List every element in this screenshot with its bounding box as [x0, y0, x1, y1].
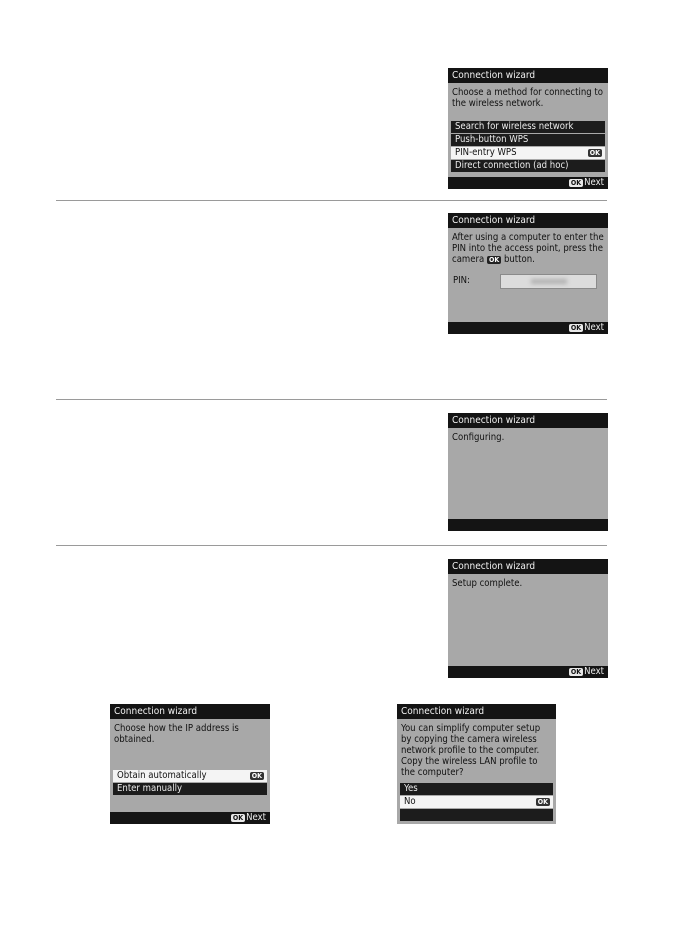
ok-button-icon: OK: [570, 667, 582, 676]
screen-title: Connection wizard: [448, 68, 608, 83]
screen-copy-profile: [397, 704, 556, 824]
screen-message: [448, 228, 608, 265]
menu-item-pin-entry-wps[interactable]: [451, 147, 605, 159]
screen-message: Setup complete.: [452, 578, 523, 589]
screen-connection-method: [448, 68, 608, 189]
menu-item-label: Yes: [404, 783, 418, 794]
message-text-end: button.: [503, 254, 535, 265]
pin-field: [500, 274, 597, 289]
screen-title: Connection wizard: [448, 413, 608, 428]
ok-button-icon: OK: [570, 323, 582, 332]
menu-item-label: Obtain automatically: [117, 770, 207, 781]
screen-message: Choose a method for connecting to the wireless network.: [452, 87, 603, 109]
menu-item-no[interactable]: [400, 796, 553, 808]
next-label: Next: [584, 322, 604, 333]
screen-title: Connection wizard: [397, 704, 556, 719]
pin-label: PIN:: [453, 275, 470, 286]
menu-item-yes[interactable]: [400, 783, 553, 795]
divider: [56, 200, 607, 201]
footer-next[interactable]: [448, 177, 608, 189]
ok-button-icon: OK: [589, 149, 600, 157]
screen-configuring: [448, 413, 608, 531]
ok-button-icon: OK: [232, 813, 244, 822]
screen-message: You can simplify computer setup by copying the camera wireless network profile to the computer. Copy the wireless LAN profile to the computer?: [401, 723, 541, 778]
menu-item-direct-connection[interactable]: [451, 160, 605, 172]
pin-row: [448, 265, 608, 289]
screen-title: Connection wizard: [110, 704, 270, 719]
message-text: After using a computer to enter the PIN into the access point, press the camera: [452, 232, 604, 265]
screen-message: Choose how the IP address is obtained.: [114, 723, 239, 745]
menu-item-push-button-wps[interactable]: [451, 134, 605, 146]
menu-item-label: No: [404, 796, 416, 807]
screen-message: Configuring.: [452, 432, 505, 443]
menu-item-enter-manually[interactable]: [113, 783, 267, 795]
next-label: Next: [584, 666, 604, 677]
divider: [56, 399, 607, 400]
menu-item-search-network[interactable]: [451, 121, 605, 133]
screen-title: Connection wizard: [448, 213, 608, 228]
menu-item-label: Direct connection (ad hoc): [455, 160, 569, 171]
screen-pin-entry: [448, 213, 608, 334]
method-menu: [448, 121, 608, 173]
footer-next[interactable]: [110, 812, 270, 824]
screen-title: Connection wizard: [448, 559, 608, 574]
copy-menu: [397, 783, 556, 822]
ok-button-icon: OK: [251, 772, 262, 780]
menu-item-label: PIN-entry WPS: [455, 147, 517, 158]
ip-menu: [110, 770, 270, 796]
menu-item-obtain-automatically[interactable]: [113, 770, 267, 782]
menu-item-empty: [400, 809, 553, 821]
screen-ip-address: [110, 704, 270, 824]
menu-item-label: Enter manually: [117, 783, 183, 794]
footer-bar: [448, 519, 608, 531]
next-label: Next: [246, 812, 266, 823]
ok-button-icon: OK: [489, 255, 500, 264]
footer-next[interactable]: [448, 322, 608, 334]
next-label: Next: [584, 177, 604, 188]
ok-button-icon: OK: [537, 798, 548, 806]
ok-button-icon: OK: [570, 178, 582, 187]
menu-item-label: Search for wireless network: [455, 121, 574, 132]
footer-next[interactable]: [448, 666, 608, 678]
screen-setup-complete: [448, 559, 608, 678]
menu-item-label: Push-button WPS: [455, 134, 529, 145]
divider: [56, 545, 607, 546]
pin-value-redacted: [531, 279, 567, 284]
